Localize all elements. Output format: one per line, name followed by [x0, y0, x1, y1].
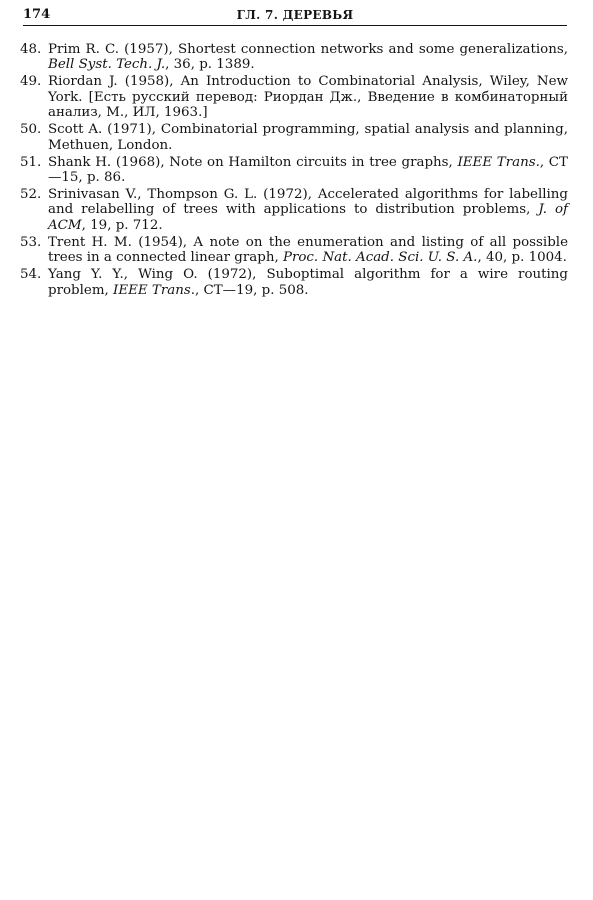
reference-number: 52. [20, 187, 42, 203]
reference-number: 54. [20, 267, 42, 283]
reference-item [20, 74, 568, 120]
reference-text-part: Riordan J. (1958), An Introduction to Combinatorial Analysis, Wiley, New York. [Есть русский перевод: Риордан Дж., Введение в комбинаторный анализ, М., ИЛ, 1963.] [48, 74, 568, 121]
reference-text-part: Prim R. C. (1957), Shortest connection networks and some generalizations, [48, 42, 568, 57]
reference-text-part: Scott A. (1971), Combinatorial programming, spatial analysis and planning, Methuen, London. [48, 122, 568, 153]
reference-text [48, 187, 568, 233]
reference-text-part: , 40, p. 1004. [477, 250, 567, 266]
reference-text-part: , 36, p. 1389. [165, 57, 255, 73]
header-rule [23, 25, 567, 26]
page-header [23, 6, 567, 24]
reference-list [20, 42, 568, 300]
reference-item [20, 187, 568, 233]
reference-number: 49. [20, 74, 42, 90]
reference-text [48, 267, 568, 298]
reference-item [20, 42, 568, 73]
journal-title: IEEE Trans. [457, 154, 540, 170]
reference-text-part: Shank H. (1968), Note on Hamilton circuits in tree graphs, [48, 154, 458, 170]
running-head: ГЛ. 7. ДЕРЕВЬЯ [236, 8, 354, 22]
reference-text [48, 74, 568, 120]
reference-item [20, 235, 568, 266]
reference-text [48, 122, 568, 153]
reference-number: 48. [20, 42, 42, 57]
journal-title: IEEE Trans. [113, 282, 195, 298]
reference-text-part: , CT—15, p. 86. [48, 154, 568, 186]
reference-text-part: Trent H. M. (1954), A note on the enumeration and listing of all possible trees in a connected linear graph, [48, 234, 568, 266]
journal-title: J. of ACM [48, 202, 568, 233]
reference-number: 51. [20, 154, 42, 170]
reference-text [48, 42, 568, 73]
reference-text [48, 155, 568, 186]
reference-item [20, 267, 568, 298]
reference-item [20, 122, 568, 153]
reference-item [20, 155, 568, 186]
journal-title: Proc. Nat. Acad. Sci. U. S. A. [282, 250, 478, 266]
journal-title: Bell Syst. Tech. J. [48, 57, 166, 73]
reference-text-part: , CT—19, p. 508. [194, 282, 309, 298]
reference-number: 53. [20, 234, 42, 250]
page-number: 174 [23, 7, 51, 22]
reference-text-part: Yang Y. Y., Wing O. (1972), Suboptimal algorithm for a wire routing problem, [48, 267, 568, 298]
reference-text [48, 235, 568, 266]
reference-text-part: Srinivasan V., Thompson G. L. (1972), Accelerated algorithms for labelling and relabelling of trees with applications to distribution problems, [48, 187, 568, 218]
reference-number: 50. [20, 122, 42, 138]
reference-text-part: , 19, p. 712. [81, 217, 163, 233]
